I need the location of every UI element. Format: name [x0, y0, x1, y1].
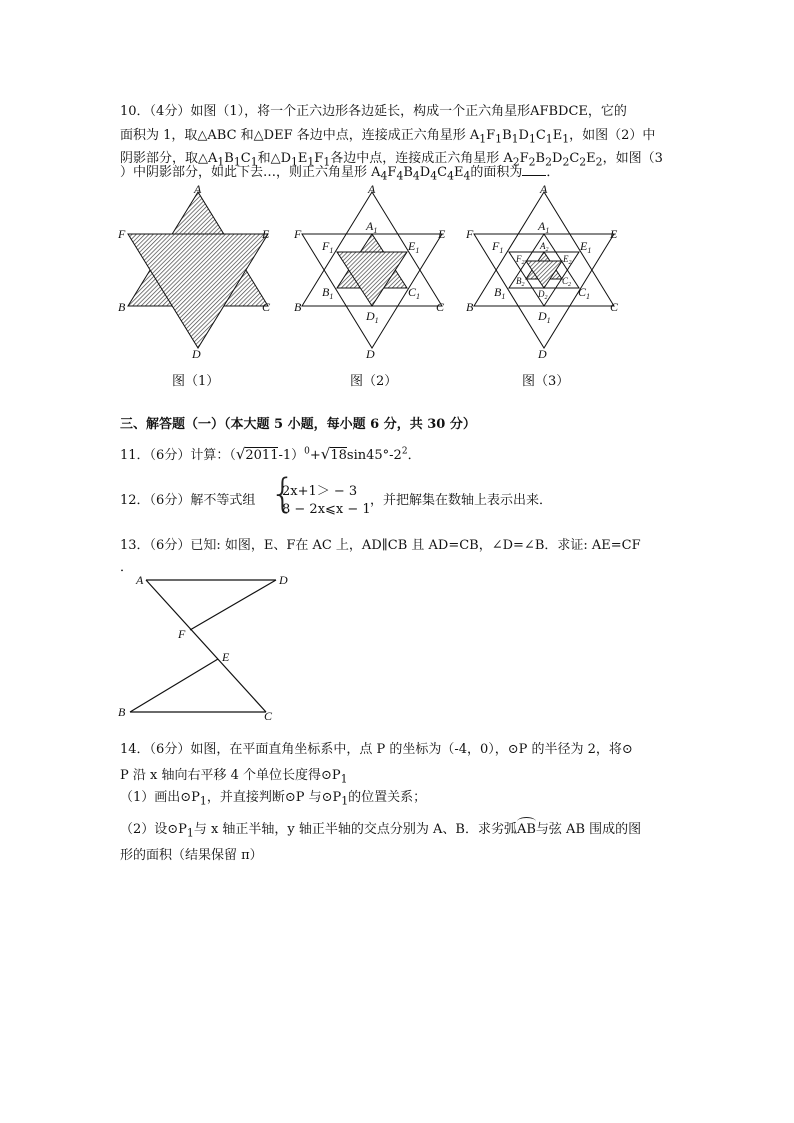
figure-q13 — [116, 572, 296, 722]
q12-pre: 12．（6分）解不等式组 — [120, 493, 256, 508]
label-f: F — [294, 227, 302, 241]
sub-4: 4 — [380, 169, 388, 183]
figure-3-hexagram — [466, 182, 632, 360]
sub-1: 1 — [340, 772, 348, 786]
label-e2: $E_2$ — [563, 254, 572, 266]
caption-figure-1: 图（1） — [172, 374, 220, 389]
q10-letter: B — [535, 151, 546, 166]
label-b: B — [118, 705, 126, 719]
label-c2: $C_2$ — [562, 276, 572, 288]
arc-ab: AB — [516, 822, 536, 837]
q12-post: ，并把解集在数轴上表示出来． — [370, 493, 553, 508]
sub-1: 1 — [323, 155, 331, 169]
q14-line1: 14．（6分）如图，在平面直角坐标系中，点 P 的坐标为（-4，0），⊙P 的半径为 2，将⊙ — [120, 742, 633, 757]
label-b: B — [118, 300, 126, 314]
q10-letter: E — [586, 151, 596, 166]
q11-end: ． — [407, 448, 421, 463]
sub-4: 4 — [396, 169, 404, 183]
q10-line3-text: 阴影部分，取△A — [120, 151, 218, 166]
label-d1: $D_1$ — [366, 309, 379, 325]
label-d: D — [366, 347, 375, 360]
sub-1: 1 — [199, 794, 207, 808]
q10-letter: F — [314, 151, 324, 166]
q14-line4-end: 与弦 AB 围成的图 — [535, 822, 642, 837]
q14-line4 — [120, 818, 641, 840]
q14-line4-text: （2）设⊙P — [120, 822, 187, 837]
q10-letter: B — [224, 151, 234, 166]
label-e1: $E_1$ — [580, 239, 592, 255]
q13-line1: 13．（6分）已知: 如图，E、F在 AC 上，AD∥CB 且 AD=CB，∠D=∠B．求证: AE=CF — [120, 538, 641, 553]
label-a: A — [540, 182, 548, 196]
label-b1: $B_1$ — [322, 285, 334, 301]
figure-1-hexagram — [116, 182, 286, 360]
label-d2: $D_2$ — [538, 289, 548, 301]
q14-line3-end: 的位置关系； — [348, 790, 427, 805]
q10-letter: C — [535, 128, 546, 143]
sub-1: 1 — [217, 155, 225, 169]
label-a: A — [136, 573, 144, 587]
q10-line3-mid: 各边中点，连接成正六角星形 A — [330, 151, 513, 166]
label-c: C — [262, 300, 271, 314]
q14-line5: 形的面积（结果保留 π） — [120, 848, 263, 863]
q14-line3-mid: ，并直接判断⊙P 与⊙P — [206, 790, 342, 805]
brace-icon: { — [270, 471, 296, 517]
label-f2: $F_2$ — [516, 254, 525, 266]
plus-sign: + — [309, 448, 321, 463]
q10-line3-end: ，如图（3 — [602, 151, 663, 166]
q10-line4-text: ）中阴影部分，如此下去…，则正六角星形 A — [120, 165, 381, 180]
label-c: C — [610, 300, 619, 314]
q10-line1: 10．（4分）如图（1），将一个正六边形各边延长，构成一个正六角星形AFBDCE，它的 — [120, 104, 627, 119]
q10-letter: E — [453, 165, 464, 180]
sub-2: 2 — [595, 155, 603, 169]
q10-letter: D — [419, 165, 431, 180]
q10-letter: B — [403, 165, 413, 180]
sub-1: 1 — [291, 155, 298, 169]
q10-letter: C — [240, 151, 251, 166]
label-f: F — [178, 627, 186, 641]
q10-letter: E — [297, 151, 308, 166]
label-a1: $A_1$ — [366, 219, 378, 235]
label-e: E — [438, 227, 446, 241]
answer-blank — [522, 163, 546, 176]
sub-1: 1 — [186, 826, 194, 840]
q10-line4-end: ． — [546, 165, 560, 180]
label-e: E — [222, 650, 230, 664]
figure-2-hexagram — [294, 182, 454, 360]
sub-1: 1 — [307, 155, 315, 169]
sub-1: 1 — [562, 132, 570, 146]
label-b: B — [294, 300, 302, 314]
segment-be — [130, 659, 218, 712]
q11-mid: -1） — [278, 448, 305, 463]
inequality-row-2: 8 − 2x⩽x − 1 — [282, 502, 371, 517]
label-d1: $D_1$ — [538, 309, 551, 325]
q10-letter: D — [552, 151, 563, 166]
label-e: E — [262, 227, 270, 241]
label-d: D — [192, 347, 201, 360]
q10-letter: C — [437, 165, 448, 180]
sub-4: 4 — [463, 169, 471, 183]
caption-figure-3: 图（3） — [522, 374, 570, 389]
sub-4: 4 — [447, 169, 454, 183]
label-a1: $A_1$ — [538, 219, 550, 235]
q10-letter: F — [387, 165, 397, 180]
sqrt-18: √18 — [320, 445, 347, 463]
sqrt-2011: √2011 — [235, 445, 279, 463]
q14-line2-text: P 沿 x 轴向右平移 4 个单位长度得⊙P — [120, 768, 341, 783]
sub-1: 1 — [528, 132, 536, 146]
label-e: E — [610, 227, 618, 241]
q14-line3 — [120, 786, 426, 808]
sub-1: 1 — [479, 132, 487, 146]
q14-line4-mid: 与 x 轴正半轴，y 轴正半轴的交点分别为 A、B．求劣弧 — [193, 822, 517, 837]
q14-line3-text: （1）画出⊙P — [120, 790, 200, 805]
label-c: C — [436, 300, 445, 314]
label-f: F — [118, 227, 126, 241]
q10-letter: E — [552, 128, 563, 143]
sub-1: 1 — [250, 155, 258, 169]
sub-1: 1 — [233, 155, 241, 169]
label-c1: $C_1$ — [408, 285, 421, 301]
q10-letter: F — [486, 128, 496, 143]
label-d: D — [279, 573, 288, 587]
q10-line2-end: ，如图（2）中 — [569, 128, 656, 143]
sub-4: 4 — [430, 169, 438, 183]
sub-1: 1 — [511, 132, 519, 146]
q10-letter: F — [519, 151, 529, 166]
q10-letter: 和△D — [257, 151, 291, 166]
sub-2: 2 — [562, 155, 570, 169]
label-c1: $C_1$ — [578, 285, 591, 301]
sub-1: 1 — [495, 132, 503, 146]
label-e1: $E_1$ — [408, 239, 420, 255]
radicand: 18 — [330, 448, 347, 463]
sub-1: 1 — [545, 132, 553, 146]
q13-line2: ． — [120, 560, 134, 575]
q10-line2-text: 面积为 1，取△ABC 和△DEF 各边中点，连接成正六角星形 A — [120, 128, 480, 143]
sub-2: 2 — [545, 155, 552, 169]
sub-4: 4 — [412, 169, 420, 183]
q10-letter: D — [518, 128, 529, 143]
q11-post: sin45°-2 — [346, 448, 402, 463]
segment-df — [190, 580, 276, 630]
label-b2: $B_2$ — [516, 276, 525, 288]
label-f1: $F_1$ — [322, 239, 334, 255]
label-a: A — [368, 182, 376, 196]
q11 — [120, 444, 421, 463]
label-a: A — [194, 182, 202, 196]
label-b1: $B_1$ — [494, 285, 506, 301]
section-heading: 三、解答题（一）（本大题 5 小题，每小题 6 分，共 30 分） — [120, 417, 476, 432]
sub-2: 2 — [528, 155, 536, 169]
label-f1: $F_1$ — [492, 239, 504, 255]
exponent: 2 — [401, 446, 408, 457]
q11-pre: 11．（6分）计算：（ — [120, 448, 236, 463]
sub-1: 1 — [341, 794, 349, 808]
sub-2: 2 — [512, 155, 520, 169]
q10-letter: B — [502, 128, 512, 143]
label-c: C — [264, 709, 273, 722]
label-f: F — [466, 227, 474, 241]
q14-line2 — [120, 764, 348, 786]
label-d: D — [538, 347, 547, 360]
q10-line4-tail: 的面积为 — [470, 165, 523, 180]
sub-2: 2 — [579, 155, 587, 169]
radicand: 2011 — [245, 448, 279, 463]
q10-line2 — [120, 124, 655, 146]
q10-letter: C — [569, 151, 580, 166]
label-b: B — [466, 300, 474, 314]
caption-figure-2: 图（2） — [350, 374, 398, 389]
label-a2: $A_2$ — [540, 241, 549, 253]
exponent: 0 — [304, 446, 310, 457]
inequality-row-1: 2x+1＞ − 3 — [282, 484, 358, 499]
q10-line4 — [120, 161, 559, 183]
